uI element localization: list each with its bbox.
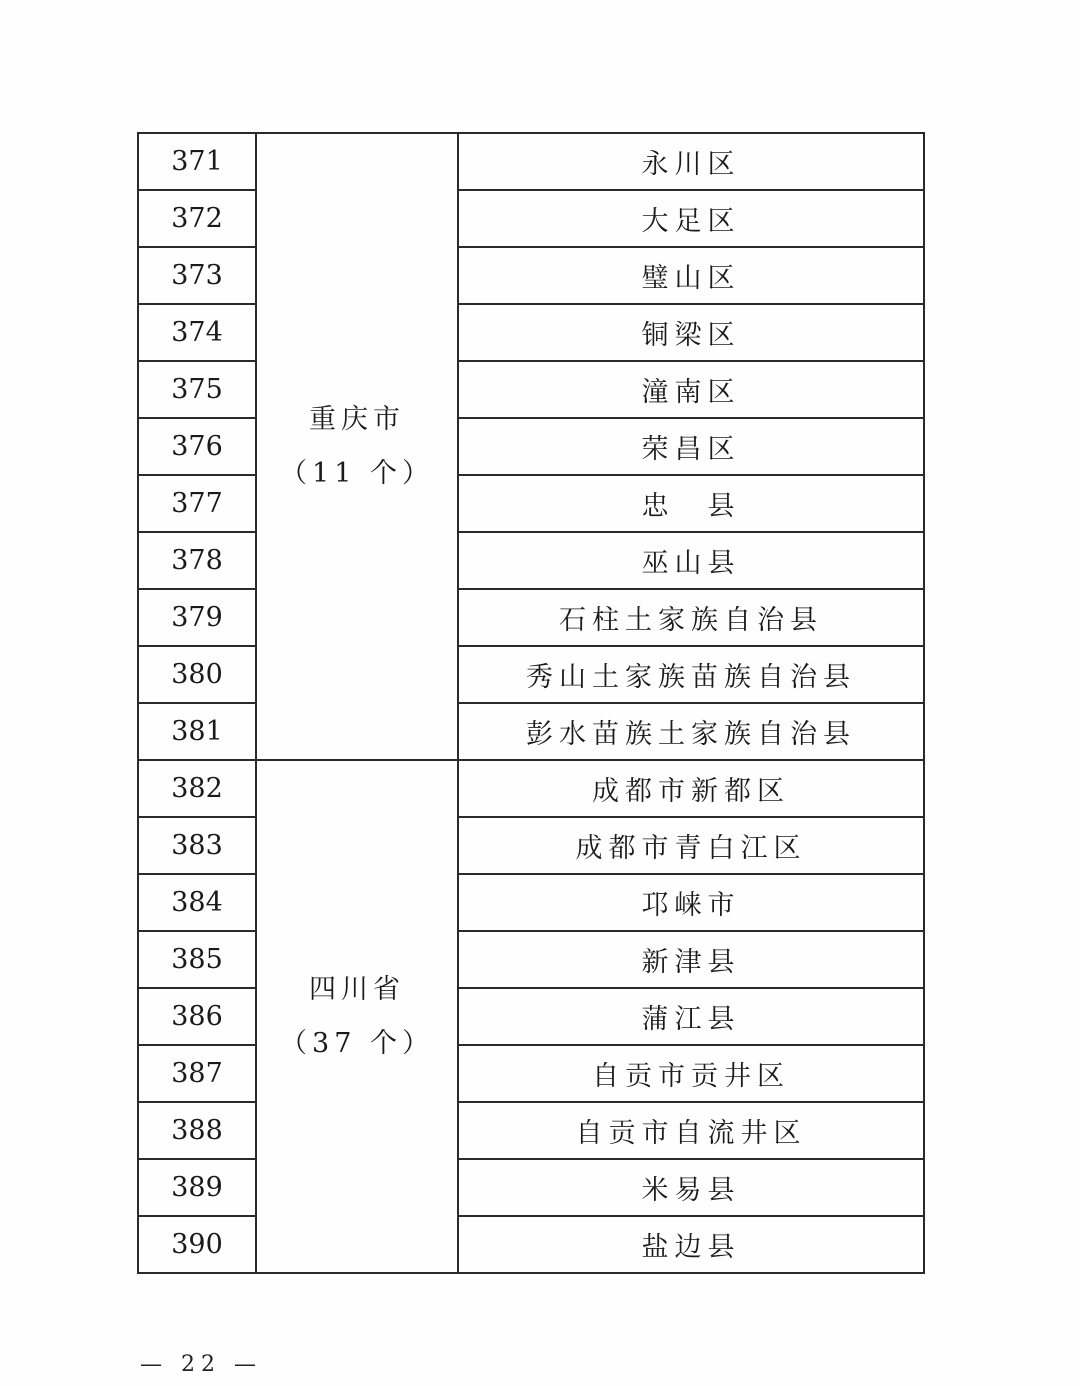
table-row xyxy=(138,247,924,304)
county-table xyxy=(137,132,925,1274)
county-name: 成都市新都区 xyxy=(458,760,924,817)
table-row xyxy=(138,1045,924,1102)
table-row xyxy=(138,1216,924,1273)
table-row xyxy=(138,1159,924,1216)
row-number: 375 xyxy=(138,361,256,418)
row-number: 378 xyxy=(138,532,256,589)
county-name: 米易县 xyxy=(458,1159,924,1216)
table-row xyxy=(138,760,924,817)
county-name: 巫山县 xyxy=(458,532,924,589)
row-number: 381 xyxy=(138,703,256,760)
county-name: 秀山土家族苗族自治县 xyxy=(458,646,924,703)
county-name: 铜梁区 xyxy=(458,304,924,361)
row-number: 373 xyxy=(138,247,256,304)
row-number: 389 xyxy=(138,1159,256,1216)
province-name: 重庆市 xyxy=(309,403,405,435)
county-name: 大足区 xyxy=(458,190,924,247)
table-row xyxy=(138,475,924,532)
row-number: 386 xyxy=(138,988,256,1045)
province-cell xyxy=(256,133,458,760)
row-number: 390 xyxy=(138,1216,256,1273)
county-name: 自贡市自流井区 xyxy=(458,1102,924,1159)
county-name: 忠 县 xyxy=(458,475,924,532)
row-number: 382 xyxy=(138,760,256,817)
row-number: 380 xyxy=(138,646,256,703)
table-row xyxy=(138,361,924,418)
row-number: 384 xyxy=(138,874,256,931)
table-row xyxy=(138,1102,924,1159)
table-row xyxy=(138,418,924,475)
table-row xyxy=(138,874,924,931)
row-number: 377 xyxy=(138,475,256,532)
table-row xyxy=(138,190,924,247)
county-name: 永川区 xyxy=(458,133,924,190)
table-row xyxy=(138,532,924,589)
row-number: 383 xyxy=(138,817,256,874)
county-name: 盐边县 xyxy=(458,1216,924,1273)
row-number: 388 xyxy=(138,1102,256,1159)
table-body xyxy=(138,133,924,1273)
row-number: 379 xyxy=(138,589,256,646)
row-number: 374 xyxy=(138,304,256,361)
county-name: 自贡市贡井区 xyxy=(458,1045,924,1102)
table-row xyxy=(138,931,924,988)
province-cell xyxy=(256,760,458,1273)
table-row xyxy=(138,988,924,1045)
province-count: （37 个） xyxy=(280,1027,434,1059)
table-row xyxy=(138,817,924,874)
row-number: 387 xyxy=(138,1045,256,1102)
page-number: — 22 — xyxy=(140,1352,262,1377)
row-number: 385 xyxy=(138,931,256,988)
row-number: 372 xyxy=(138,190,256,247)
county-name: 潼南区 xyxy=(458,361,924,418)
province-count: （11 个） xyxy=(280,457,434,489)
county-name: 新津县 xyxy=(458,931,924,988)
county-name: 蒲江县 xyxy=(458,988,924,1045)
table-row xyxy=(138,133,924,190)
county-name: 彭水苗族土家族自治县 xyxy=(458,703,924,760)
county-name: 邛崃市 xyxy=(458,874,924,931)
province-name: 四川省 xyxy=(309,973,405,1005)
row-number: 376 xyxy=(138,418,256,475)
table-row xyxy=(138,646,924,703)
county-name: 荣昌区 xyxy=(458,418,924,475)
county-name: 成都市青白江区 xyxy=(458,817,924,874)
table-row xyxy=(138,589,924,646)
table-row xyxy=(138,304,924,361)
county-name: 璧山区 xyxy=(458,247,924,304)
row-number: 371 xyxy=(138,133,256,190)
table-row xyxy=(138,703,924,760)
county-name: 石柱土家族自治县 xyxy=(458,589,924,646)
